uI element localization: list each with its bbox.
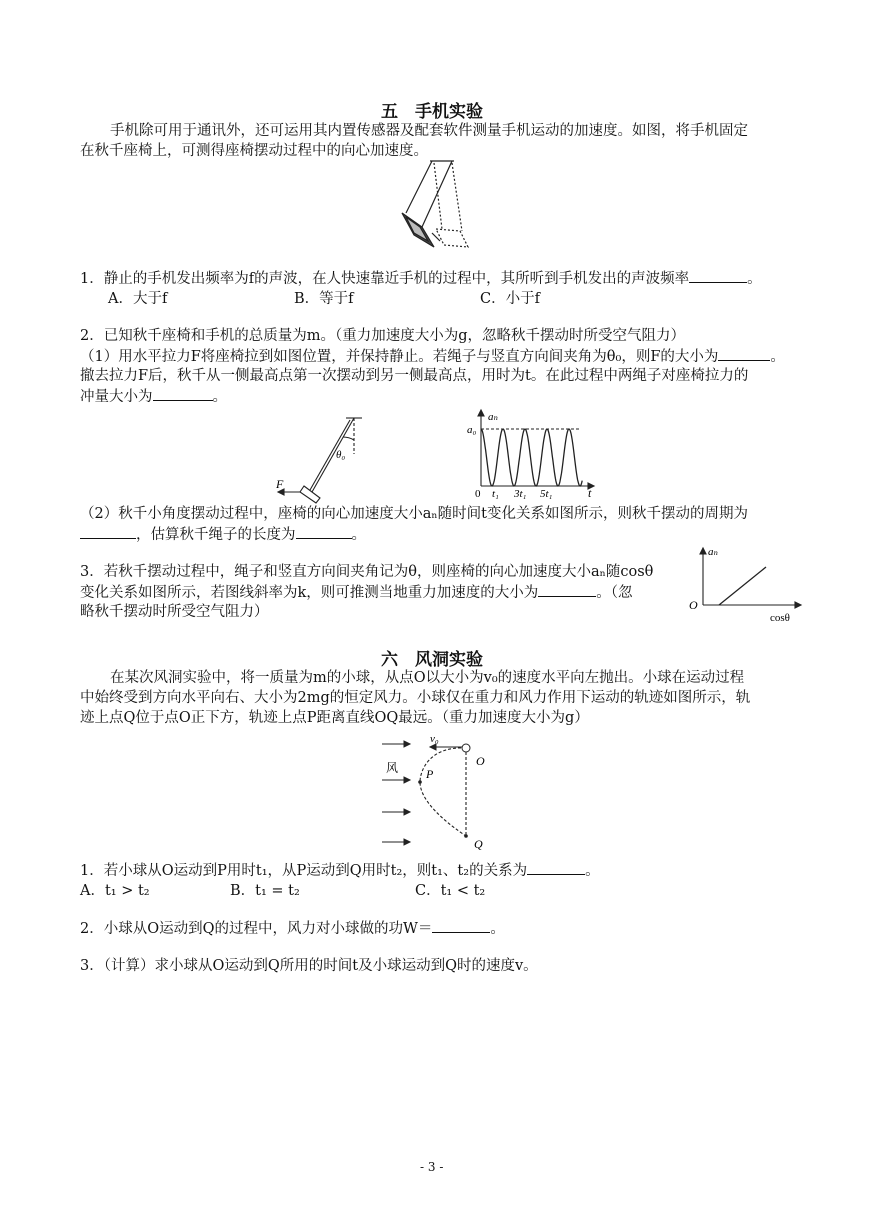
s6-q1-stem: 1．若小球从O运动到P用时t₁，从P运动到Q用时t₂，则t₁、t₂的关系为 。 <box>80 860 600 881</box>
swing-phone-figure <box>392 157 480 255</box>
answer-blank[interactable] <box>432 918 490 933</box>
an-cos-y-label: aₙ <box>708 546 718 558</box>
s5-q3-line2: 变化关系如图所示，若图线斜率为k，则可推测当地重力加速度的大小为 。（忽 <box>80 582 633 603</box>
s6-q2-stem: 2．小球从O运动到Q的过程中，风力对小球做的功W＝ 。 <box>80 918 505 939</box>
answer-blank[interactable] <box>538 582 596 597</box>
answer-blank[interactable] <box>296 524 352 539</box>
s5-q1-option-c[interactable]: C．小于f <box>480 291 540 307</box>
answer-blank[interactable] <box>80 524 136 539</box>
s5-q3-line1: 3．若秋千摆动过程中，绳子和竖直方向间夹角记为θ，则座椅的向心加速度大小aₙ随cosθ <box>80 564 654 580</box>
section-5-title: 五 手机实验 <box>381 102 483 122</box>
section-6-intro-line1: 在某次风洞实验中，将一质量为m的小球，从点O以大小为v₀的速度水平向左抛出。小球在运动过程 <box>110 670 745 686</box>
answer-blank[interactable] <box>689 268 747 283</box>
s6-q1-option-a[interactable]: A．t₁ > t₂ <box>80 883 150 899</box>
s5-q1-stem: 1．静止的手机发出频率为f的声波，在人快速靠近手机的过程中，其所听到手机发出的声波频率 。 <box>80 268 762 289</box>
wind-label: 风 <box>386 761 399 775</box>
s5-q2-p1-line1: （1）用水平拉力F将座椅拉到如图位置，并保持静止。若绳子与竖直方向间夹角为θ₀，则F的大小为 。 <box>80 346 785 367</box>
section-6-intro-line3: 迹上点Q位于点O正下方，轨迹上点P距离直线OQ最远。（重力加速度大小为g） <box>80 710 589 726</box>
point-o-label: O <box>476 754 485 768</box>
an-t-graph <box>464 406 600 502</box>
point-p-label: P <box>426 767 434 781</box>
answer-blank[interactable] <box>718 346 770 361</box>
wind-tunnel-figure <box>378 732 498 850</box>
x-tick-0: 0 <box>475 488 481 500</box>
page-number: - 3 - <box>420 1160 444 1174</box>
s5-q2-p2-line1: （2）秋千小角度摆动过程中，座椅的向心加速度大小aₙ随时间t变化关系如图所示，则秋千摆动的周期为 <box>80 506 748 522</box>
an-cos-graph <box>686 543 810 625</box>
s5-q2-stem: 2．已知秋千座椅和手机的总质量为m。（重力加速度大小为g，忽略秋千摆动时所受空气阻力） <box>80 328 686 344</box>
x-tick-t1: t₁ <box>492 488 499 500</box>
section-6-intro-line2: 中始终受到方向水平向右、大小为2mg的恒定风力。小球仅在重力和风力作用下运动的轨迹如图所示，轨 <box>80 690 751 706</box>
t-axis-label: t <box>588 486 592 500</box>
v0-label: v₀ <box>430 733 439 745</box>
point-q-label: Q <box>474 837 483 850</box>
force-f-label: F <box>276 477 284 491</box>
x-tick-5t1: 5t₁ <box>540 488 553 500</box>
s6-q3-stem: 3．（计算）求小球从O运动到Q所用的时间t及小球运动到Q时的速度v。 <box>80 958 538 974</box>
section-6-title: 六 风洞实验 <box>381 650 483 670</box>
swing-force-diagram <box>270 412 380 504</box>
s5-q2-p1-line2: 撤去拉力F后，秋千从一侧最高点第一次摆动到另一侧最高点，用时为t。在此过程中两绳子对座椅拉力的 <box>80 368 749 384</box>
cos-axis-label: cosθ <box>770 612 790 624</box>
an-curve <box>481 429 582 486</box>
s6-q1-option-b[interactable]: B．t₁ = t₂ <box>230 883 300 899</box>
answer-blank[interactable] <box>527 860 585 875</box>
a0-tick: a₀ <box>467 424 477 436</box>
an-axis-label: aₙ <box>488 411 498 423</box>
theta0-label: θ₀ <box>336 449 346 461</box>
answer-blank[interactable] <box>153 386 213 401</box>
s5-q2-p2-line2: ，估算秋千绳子的长度为 。 <box>80 524 366 545</box>
s5-q2-p1-line3: 冲量大小为 。 <box>80 386 227 407</box>
origin-label: O <box>689 598 698 612</box>
section-5-intro-line2: 在秋千座椅上，可测得座椅摆动过程中的向心加速度。 <box>80 143 428 159</box>
s5-q1-option-a[interactable]: A．大于f <box>108 291 168 307</box>
x-tick-3t1: 3t₁ <box>514 488 527 500</box>
s6-q1-option-c[interactable]: C．t₁ < t₂ <box>415 883 486 899</box>
s5-q1-option-b[interactable]: B．等于f <box>294 291 354 307</box>
section-5-intro-line1: 手机除可用于通讯外，还可运用其内置传感器及配套软件测量手机运动的加速度。如图，将手机固定 <box>110 123 748 139</box>
s5-q3-line3: 略秋千摆动时所受空气阻力） <box>80 604 269 620</box>
